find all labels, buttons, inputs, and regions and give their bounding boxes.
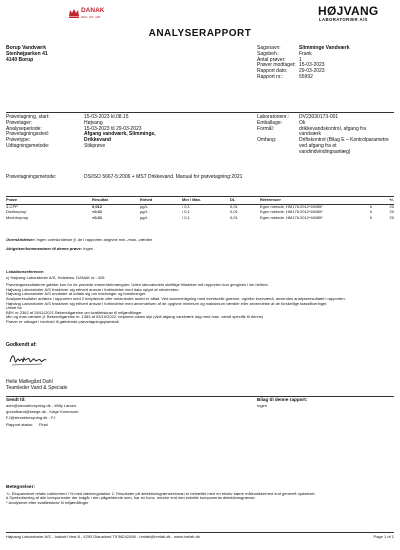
lokation-paragraph: BEK nr 2362 af 26/11/2021 Bekendtgørelse om kvalitetskrav til miljømålinger: [6, 309, 142, 315]
table-cell: Dichlorprop: [6, 209, 27, 215]
table-header-cell: Resultat: [92, 196, 108, 202]
bilag-block: [257, 398, 397, 408]
case-value: 55992: [299, 73, 313, 80]
sampling-label: Prøvetagning, start:: [6, 114, 50, 120]
table-cell: Egen metode, HM176:2012+M065*: [260, 203, 323, 209]
lokation-block: [6, 270, 394, 325]
table-cell: <0,01: [92, 209, 103, 215]
sample-info: [257, 115, 397, 156]
betegnelse-line: # Symbolisering af alle komponenter der indgår i den pågældende sum, har en konc. mindre end den enkelte komponents detektionsgrænse.: [6, 495, 256, 501]
method-label: Prøvetagningsmetode:: [6, 174, 57, 180]
sendt-block: [6, 398, 236, 427]
case-label: Sagsnavn:: [257, 45, 281, 51]
table-header-cell: +/-: [389, 196, 394, 202]
table-cell: h: [369, 203, 373, 209]
table-header-cell: DL: [230, 196, 236, 202]
sampling-details: [6, 115, 251, 150]
sampling-label: Prøvetager:: [6, 119, 33, 126]
footer-text: Højvang Laboratorier A/S - Industri Vest 8 - 4293 Dianalund Tlf 58242458 - hmlab@hmlab.dk - www.hmlab.dk: [6, 534, 200, 539]
lokation-text: c) Højvang Laboratorier A/S, Holsteins. DANAK nr.: 428: [6, 274, 105, 280]
recipient: FJ@slevsbforsyning.dk - FJ: [6, 415, 56, 421]
table-row: [6, 210, 394, 215]
sampling-value: Højvang: [84, 119, 103, 126]
sampling-value: Stikprøve: [84, 142, 106, 149]
table-cell: 0,012: [92, 203, 103, 209]
lokation-paragraph: Prøver er udtaget i henhold til gældende prøvetagningsplanstall.: [6, 318, 120, 324]
table-header-rule: [6, 204, 394, 205]
bilag-label: Bilag til denne rapport:: [257, 397, 308, 402]
signatory-title: Teamleder Vand & Speciale: [6, 384, 68, 391]
table-cell: µg/L: [140, 203, 148, 209]
sample-info-label: Formål:: [257, 125, 274, 132]
report-status: [6, 423, 236, 428]
case-info: [257, 46, 397, 81]
lokation-paragraph: Højvang Laboratorier A/S undlader at udtale sig om holdninger og fortolkninger.: [6, 291, 147, 297]
sampling-label: Udtagningsmetode:: [6, 142, 50, 149]
sample-info-value: Ok: [299, 119, 306, 126]
table-cell: 0,01: [230, 209, 238, 215]
case-row: [257, 75, 397, 81]
table-row: [6, 205, 394, 210]
sample-info-label: Emballage:: [257, 119, 283, 126]
table-header-cell: Prøve: [6, 196, 18, 202]
table-cell: 20: [389, 209, 394, 215]
table-cell: Egen metode, HM176:2012+M065*: [260, 214, 323, 220]
sampling-value: 15-03-2023 kl.08.15: [84, 114, 129, 120]
sampling-value: Afgang vandværk, Slimminge,: [84, 131, 156, 138]
case-value: 15-03-2023: [299, 62, 325, 69]
lokation-paragraph: Prøvningsresultaterne gælder kun for de prøvede emner/delmængder. Uden laboratoriets skriftlige tilladelse må rapporten kun gengives i sin helhed.: [6, 282, 269, 288]
table-cell: µg/L: [140, 214, 148, 220]
table-cell: 20: [389, 214, 394, 220]
signature-image: [8, 352, 48, 368]
client-name: Borup Vandværk: [6, 45, 47, 51]
method-value: DS/ISO 5667-5:2006 + MST Drikkevand. Manual for prøvetagning:2021: [84, 174, 243, 180]
sample-info-label: Laboratorienr.:: [257, 114, 290, 120]
godkendt-label: Godkendt af:: [6, 342, 37, 348]
table-cell: / 0,1: [182, 203, 190, 209]
danak-label: DANAK: [81, 7, 105, 14]
recipient: gnundkand@ksege.dk - Køge Kommune: [6, 409, 79, 415]
case-label: Rapport dato:: [257, 68, 288, 75]
sample-info-value: DV23030173-001: [299, 114, 339, 120]
betegnelse-line: * Analyseret efter kvalitetskrav til miljømålinger: [6, 499, 89, 505]
afrigelser-label: Afrigelser/kommentarer til denne prøve:: [6, 245, 83, 251]
logo-name: HØJVANG: [318, 4, 379, 18]
lokation-label: Lokationsreference:: [6, 269, 45, 274]
sampling-row: [6, 144, 251, 150]
lokation-paragraph: Min og max-værdier jf. Bekendtgørelse nr. 1383 af 03/10/2022, bepkene-vdøm styl (vildt afgang vandværk dag med max. værdi specifik til denne): [6, 314, 264, 320]
overskridelser-label: Overskridelser:: [6, 237, 36, 242]
table-header-cell: Min / Max.: [182, 196, 202, 202]
footer-rule: [6, 532, 394, 533]
sample-info-row: [257, 138, 397, 155]
table-header-cell: Enhed: [140, 196, 153, 202]
table-cell: µg/L: [140, 209, 148, 215]
betegnelse-line: +/- Ekspanderet relativ usikkerhed i % med dækningsfaktor 2. Resultater på detektionsgrænseniveau er behæftet med en relativ større måleusikkerhed end generelt opdateret.: [6, 490, 316, 496]
table-cell: / 0,1: [182, 214, 190, 220]
table-cell: h: [369, 214, 373, 220]
sample-info-value: Driftskontrol (Bilag E – Kontrolparametre ved afgang fra et vandindvindingsanlæg): [299, 137, 389, 155]
overskridelser-text: Ingen overskridelser jf. de i rapporten angivne min.-/max.-værdier: [36, 237, 153, 242]
table-cell: / 0,1: [182, 209, 190, 215]
page-number: Page 1 of 1: [373, 534, 394, 539]
danak-crown-icon: [68, 7, 80, 19]
client-street: Stenhøjparken 41: [6, 50, 48, 57]
logo-sub: LABORATORIER A/S: [319, 17, 368, 22]
case-value: Frank: [299, 50, 312, 57]
sampling-label: Analyseperiode:: [6, 125, 42, 132]
table-cell: 20: [389, 203, 394, 209]
sampling-label: Prøvetagningssted:: [6, 131, 50, 138]
lokation-paragraph: Urført for: [6, 305, 22, 311]
lokation-paragraph: Analyseresultater anføres i rapporten med 2 betydende cifre medmindre andet er aftalt. Ved sammenligning med eventuelle grænse- og/eller kravværdi, anvendes analyseresultatet i rapporten.: [6, 295, 346, 301]
case-value: 29-03-2023: [299, 68, 325, 75]
table-cell: <0,01: [92, 214, 103, 220]
betegnelser-label: Betegnelser:: [6, 485, 36, 490]
sampling-value: 15-03-2023 til 29-03-2023: [84, 125, 142, 132]
case-label: Antal prøver:: [257, 56, 286, 63]
table-cell: Mechlorprop: [6, 214, 29, 220]
client-city: 4140 Borup: [6, 56, 34, 63]
table-header: [6, 197, 394, 203]
signatory-name: Helle Møllegård Dahl: [6, 379, 53, 385]
page-title: ANALYSERAPPORT: [148, 28, 252, 39]
sample-info-label: Omfang:: [257, 137, 277, 144]
sampling-value: Drikkevand: [84, 137, 111, 144]
results-table: [6, 197, 394, 221]
divider: [6, 112, 394, 113]
case-label: Prøver modtaget:: [257, 62, 296, 69]
status-label: Rapport status:: [6, 421, 34, 427]
overskridelser: [6, 238, 394, 243]
case-label: Sagsbeh.:: [257, 50, 280, 57]
table-cell: h: [369, 209, 373, 215]
betegnelser-block: [6, 486, 394, 505]
hojvang-logo: [318, 4, 394, 24]
afrigelser: [6, 247, 394, 252]
sampling-label: Prøvetype:: [6, 137, 31, 144]
lokation-paragraph: Højvang Laboratorier A/S fraskriver sig ethvert ansvar i forbindelse med data oplyst af rekvirenten.: [6, 286, 180, 292]
table-cell: 0,01: [230, 203, 238, 209]
table-cell: Egen metode, HM176:2012+M065*: [260, 209, 323, 215]
danak-logo: [68, 6, 108, 20]
bilag-value: Ingen: [257, 402, 268, 408]
table-cell: 0,01: [230, 214, 238, 220]
lokation-paragraph: Højvang Laboratorier A/S fraskriver sig ethvert ansvar i forbindelse med anvendelsen af de opgivne minimum og maksimum værdier eller anvendelse af de forskellige klassificeringer.: [6, 300, 328, 306]
table-cell: 4-CPP: [6, 203, 18, 209]
sendt-label: Sendt til:: [6, 397, 26, 402]
sample-info-value: drikkevandskontrol, afgang fra vandværk: [299, 125, 366, 138]
recipient: adm@slevsbforsyning.dk - Willy Larsen: [6, 403, 77, 409]
signatory: [6, 380, 67, 392]
client-address: [6, 46, 48, 63]
case-value: Slimminge Vandværk: [299, 45, 350, 51]
case-label: Rapport nr.:: [257, 73, 284, 80]
notes: [6, 238, 394, 251]
danak-sub: REG. NR. 428: [81, 14, 101, 19]
sampling-method: [6, 175, 256, 181]
table-row: [6, 215, 394, 220]
case-value: 1: [299, 56, 302, 63]
status-value: Final: [39, 421, 48, 427]
divider: [6, 396, 394, 397]
afrigelser-text: Ingen: [83, 245, 94, 251]
table-header-cell: Referencer: [260, 196, 281, 202]
